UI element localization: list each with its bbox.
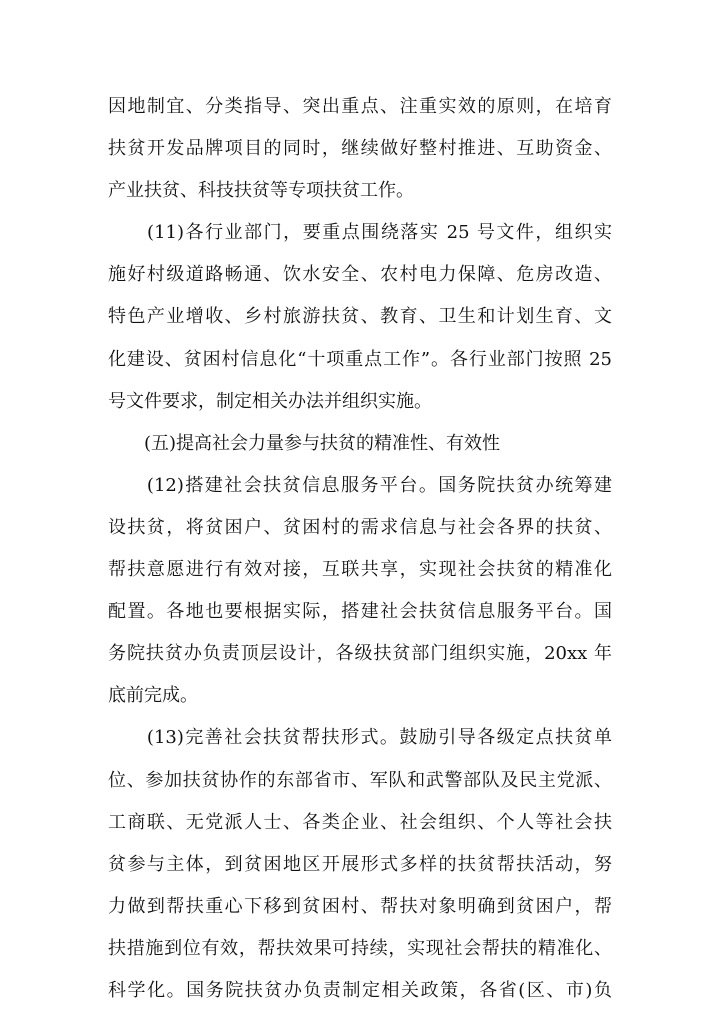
text-line: 产业扶贫、科技扶贫等专项扶贫工作。 bbox=[108, 180, 414, 202]
text-line: 设扶贫，将贫困户、贫困村的需求信息与社会各界的扶贫、 bbox=[108, 516, 612, 538]
text-line: 因地制宜、分类指导、突出重点、注重实效的原则，在培育 bbox=[108, 96, 612, 117]
text-line: (五)提高社会力量参与扶贫的精准性、有效性 bbox=[108, 432, 501, 454]
text-line: 力做到帮扶重心下移到贫困村、帮扶对象明确到贫困户，帮 bbox=[108, 895, 612, 917]
document-body bbox=[108, 86, 612, 1012]
text-line: 位、参加扶贫协作的东部省市、军队和武警部队及民主党派、 bbox=[108, 769, 612, 791]
text-line: (13)完善社会扶贫帮扶形式。鼓励引导各级定点扶贫单 bbox=[108, 727, 612, 749]
text-line: 扶措施到位有效，帮扶效果可持续，实现社会帮扶的精准化、 bbox=[108, 937, 612, 959]
text-line: 化建设、贫困村信息化“十项重点工作”。各行业部门按照 25 bbox=[108, 348, 612, 370]
text-line: 科学化。国务院扶贫办负责制定相关政策，各省(区、市)负 bbox=[108, 979, 612, 1001]
text-line: 扶贫开发品牌项目的同时，继续做好整村推进、互助资金、 bbox=[108, 138, 612, 160]
text-line: (11)各行业部门，要重点围绕落实 25 号文件，组织实 bbox=[108, 222, 612, 244]
text-line: 贫参与主体，到贫困地区开展形式多样的扶贫帮扶活动，努 bbox=[108, 853, 612, 875]
text-line: 帮扶意愿进行有效对接，互联共享，实现社会扶贫的精准化 bbox=[108, 559, 612, 581]
text-line: 号文件要求，制定相关办法并组织实施。 bbox=[108, 390, 432, 412]
text-line: 施好村级道路畅通、饮水安全、农村电力保障、危房改造、 bbox=[108, 264, 612, 286]
text-line: 务院扶贫办负责顶层设计，各级扶贫部门组织实施，20xx 年 bbox=[108, 643, 612, 665]
text-line: 特色产业增收、乡村旅游扶贫、教育、卫生和计划生育、文 bbox=[108, 306, 612, 328]
text-line: (12)搭建社会扶贫信息服务平台。国务院扶贫办统筹建 bbox=[108, 474, 612, 496]
text-line: 配置。各地也要根据实际，搭建社会扶贫信息服务平台。国 bbox=[108, 601, 612, 623]
text-line: 底前完成。 bbox=[108, 685, 198, 707]
text-line: 工商联、无党派人士、各类企业、社会组织、个人等社会扶 bbox=[108, 811, 612, 833]
